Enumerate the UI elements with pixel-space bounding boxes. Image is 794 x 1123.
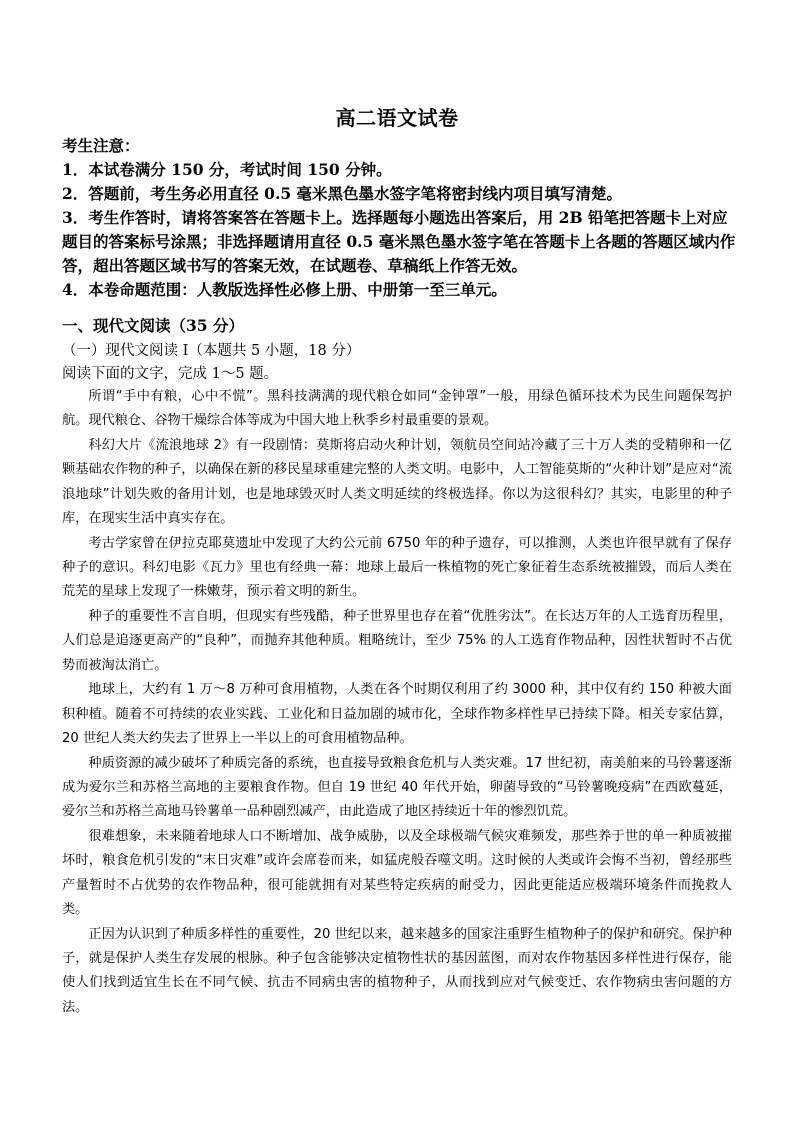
- notice-item: 4．本卷命题范围：人教版选择性必修上册、中册第一至三单元。: [62, 280, 507, 299]
- page-title: 高二语文试卷: [335, 106, 459, 130]
- reading-instruction: 阅读下面的文字，完成 1～5 题。: [62, 366, 279, 382]
- passage-paragraph: 种质资源的减少破坏了种质完备的系统，也直接导致粮食危机与人类灾难。17 世纪初，南美舶来的马铃薯逐渐成为爱尔兰和苏格兰高地的主要粮食作物。但自 19 世纪 40 年代开始，卵菌导致的“马铃薯晚疫病”在西欧蔓延，爱尔兰和苏格兰高地马铃薯单一品种剧烈减产，由此造成了地区持续近十年的惨烈饥荒。: [62, 755, 732, 820]
- section-heading: 一、现代文阅读（35 分）: [62, 316, 244, 335]
- passage-paragraph: 地球上，大约有 1 万～8 万种可食用植物，人类在各个时期仅利用了约 3000 种，其中仅有约 150 种被大面积种植。随着不可持续的农业实践、工业化和日益加剧的城市化，全球作物多样性早已持续下降。相关专家估算，20 世纪人类大约失去了世界上一半以上的可食用植物品种。: [62, 682, 732, 747]
- passage-paragraph: 正因为认识到了种质多样性的重要性，20 世纪以来，越来越多的国家注重野生植物种子的保护和研究。保护种子，就是保护人类生存发展的根脉。种子包含能够决定植物性状的基因蓝图，而对农作物基因多样性进行保存，能使人们找到适宜生长在不同气候、抗击不同病虫害的植物种子，从而找到应对气候变迁、农作物病虫害问题的方法。: [62, 926, 732, 1015]
- notice-item: 2．答题前，考生务必用直径 0.5 毫米黑色墨水签字笔将密封线内项目填写清楚。: [62, 184, 623, 203]
- subsection-heading: （一）现代文阅读 I（本题共 5 小题，18 分）: [62, 343, 361, 359]
- passage-paragraph: 科幻大片《流浪地球 2》有一段剧情：莫斯将启动火种计划，领航员空间站冷藏了三十万人类的受精卵和一亿颗基础农作物的种子，以确保在新的移民星球重建完整的人类文明。电影中，人工智能莫斯的“火种计划”是应对“流浪地球”计划失败的备用计划，也是地球毁灭时人类文明延续的终极选择。你以为这很科幻？其实，电影里的种子库，在现实生活中真实存在。: [62, 437, 732, 527]
- notice-item: 3．考生作答时，请将答案答在答题卡上。选择题每小题选出答案后，用 2B 铅笔把答题卡上对应题目的答案标号涂黑；非选择题请用直径 0.5 毫米黑色墨水签字笔在答题卡上各题的答题区域内作答，超出答题区域书写的答案无效，在试题卷、草稿纸上作答无效。: [62, 208, 736, 275]
- notice-heading: 考生注意：: [62, 136, 140, 155]
- passage-paragraph: 考古学家曾在伊拉克耶莫遗址中发现了大约公元前 6750 年的种子遗存，可以推测，人类也许很早就有了保存种子的意识。科幻电影《瓦力》里也有经典一幕：地球上最后一株植物的死亡象征着生态系统被摧毁，而后人类在荒芜的星球上发现了一株嫩芽，预示着文明的新生。: [62, 535, 732, 600]
- exam-notice: [62, 134, 742, 302]
- notice-item: 1．本试卷满分 150 分，考试时间 150 分钟。: [62, 160, 392, 179]
- passage-paragraph: 很难想象，未来随着地球人口不断增加、战争威胁，以及全球极端气候灾难频发，那些养于世的单一种质被摧坏时，粮食危机引发的“末日灾难”或许会席卷而来，如猛虎般吞噬文明。这时候的人类或许会悔不当初，曾经那些产量暂时不占优势的农作物品种，很可能就拥有对某些特定疾病的耐受力，因此更能适应极端环境条件而挽救人类。: [62, 828, 732, 918]
- passage-paragraph: 所谓“手中有粮，心中不慌”。黑科技满满的现代粮仓如同“金钟罩”一般，用绿色循环技术为民生问题保驾护航。现代粮仓、谷物干燥综合体等成为中国大地上秋季乡村最重要的景观。: [62, 389, 732, 429]
- passage-paragraph: 种子的重要性不言自明，但现实有些残酷，种子世界里也存在着“优胜劣汰”。在长达万年的人工选育历程里，人们总是追逐更高产的“良种”，而抛弃其他种质。粗略统计，至少 75% 的人工选育作物品种，因性状暂时不占优势而被淘汰消亡。: [62, 608, 732, 673]
- reading-passage: [62, 385, 732, 1020]
